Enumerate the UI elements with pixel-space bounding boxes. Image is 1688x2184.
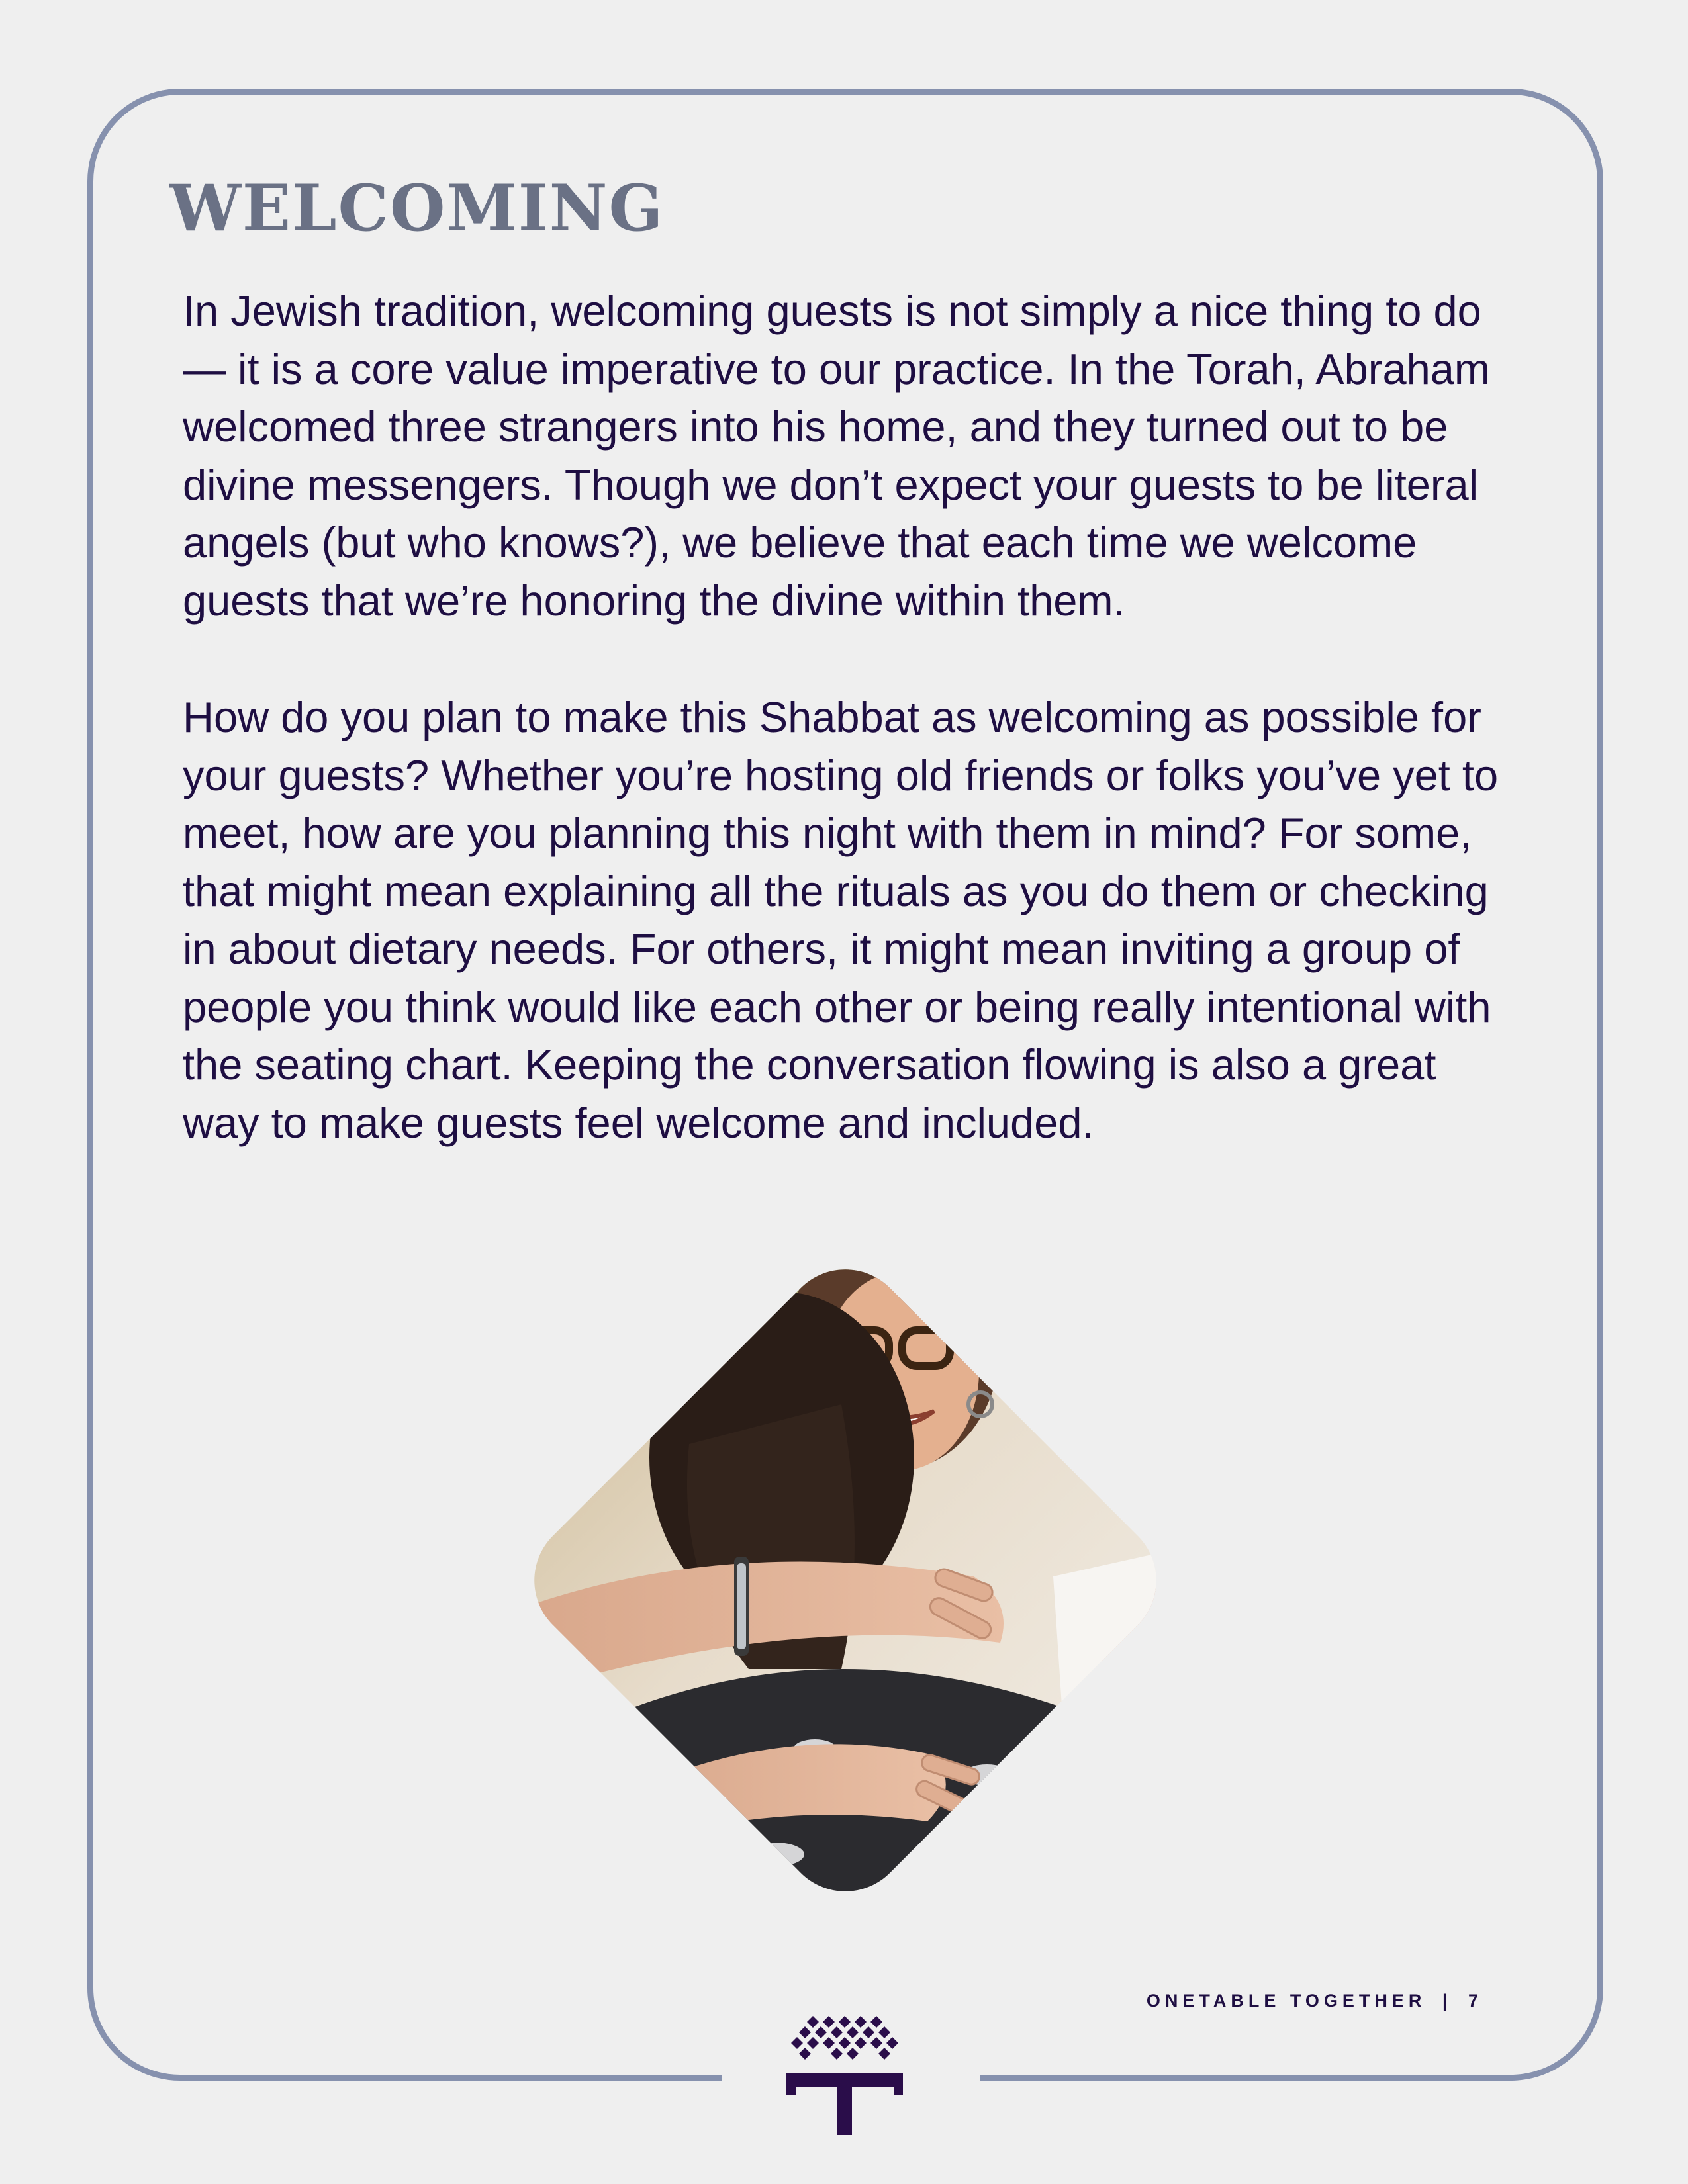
paragraph-intro: In Jewish tradition, welcoming guests is not simply a nice thing to do— it is a core value imperative to our practice. In the Torah, Abraham welcomed three strangers into his home, and they turned out to be divine messengers. Though we don’t expect your guests to be literal angels (but who knows?), we believe that each time we welcome guests that we’re honoring the divine within them. bbox=[183, 287, 1491, 625]
hug-photo bbox=[471, 1206, 1220, 1955]
page-number: 7 bbox=[1468, 1991, 1483, 2011]
onetable-logo-icon bbox=[778, 2012, 911, 2135]
paragraph-planning: How do you plan to make this Shabbat as welcoming as possible for your guests? Whether you’re hosting old friends or folks you’ve yet to meet, how are you planning this night with them in mind? For some, that might mean explaining all the rituals as you do them or checking in about dietary needs. For others, it might mean inviting a group of people you think would like each other or being really intentional with the seating chart. Keeping the conversation flowing is also a great way to make guests feel welcome and included. bbox=[183, 693, 1499, 1147]
footer-brand: ONETABLE TOGETHER bbox=[1146, 1991, 1427, 2011]
footer bbox=[1147, 1991, 1483, 2011]
page-title: WELCOMING bbox=[169, 171, 665, 246]
footer-separator: | bbox=[1442, 1991, 1452, 2011]
